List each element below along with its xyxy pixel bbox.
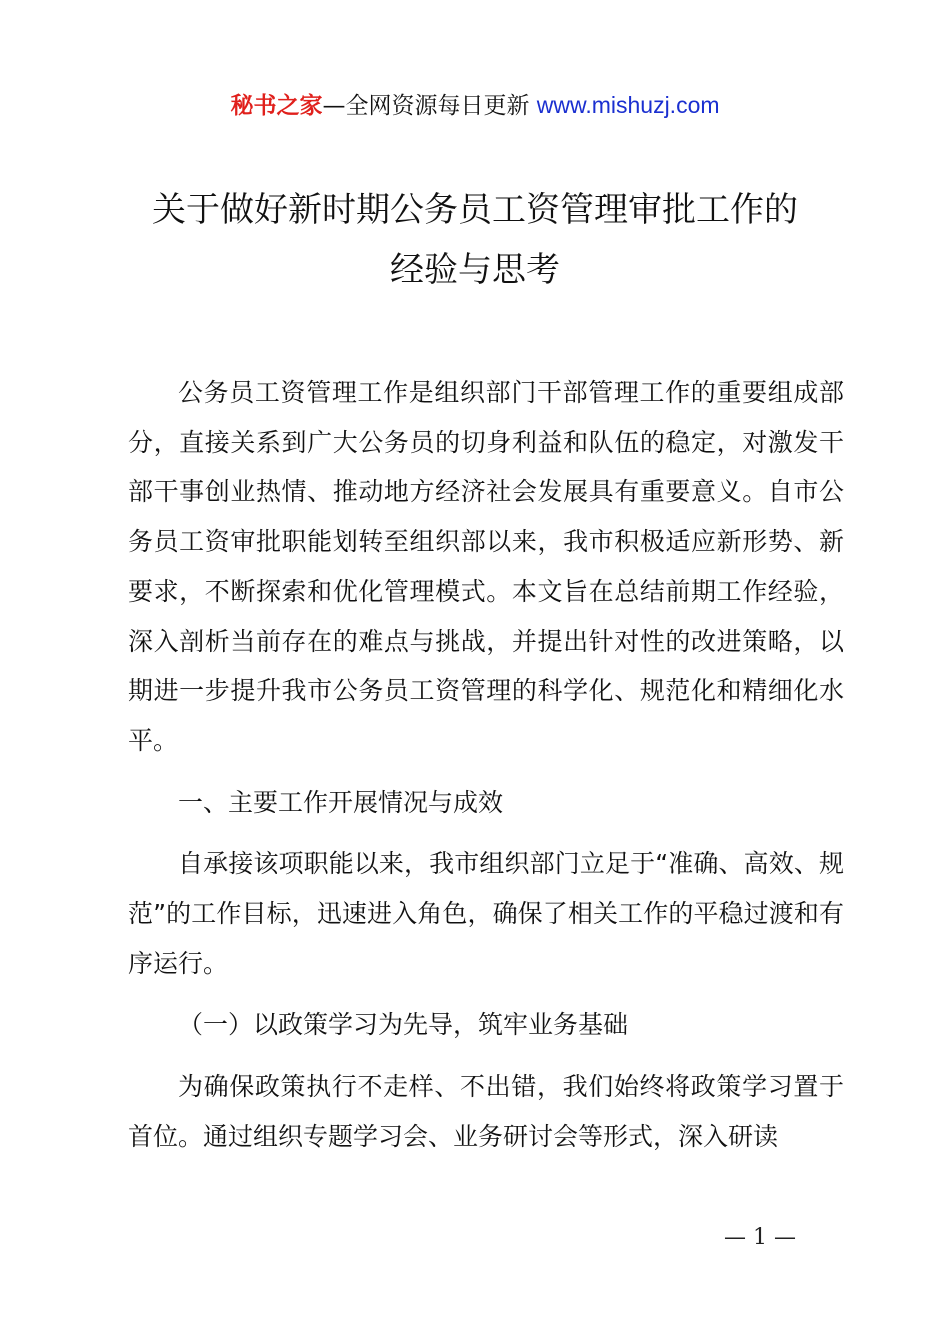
title-line-1: 关于做好新时期公务员工资管理审批工作的: [152, 190, 798, 230]
brand-name: 秘书之家: [230, 93, 323, 119]
page-number: — 1 —: [724, 1225, 796, 1250]
document-body: [128, 368, 844, 1162]
document-title: [0, 180, 950, 300]
site-header: [0, 88, 950, 123]
section-paragraph: 自承接该项职能以来，我市组织部门立足于“准确、高效、规范”的工作目标，迅速进入角色，确保了相关工作的平稳过渡和有序运行。: [128, 849, 844, 978]
site-url-link[interactable]: www.mishuzj.com: [536, 92, 720, 118]
header-tagline: —全网资源每日更新: [322, 93, 530, 119]
subsection-heading: （一）以政策学习为先导，筑牢业务基础: [178, 1010, 629, 1040]
intro-paragraph: 公务员工资管理工作是组织部门干部管理工作的重要组成部分，直接关系到广大公务员的切身利益和队伍的稳定，对激发干部干事创业热情、推动地方经济社会发展具有重要意义。自市公务员工资审批职能划转至组织部以来，我市积极适应新形势、新要求，不断探索和优化管理模式。本文旨在总结前期工作经验，深入剖析当前存在的难点与挑战，并提出针对性的改进策略，以期进一步提升我市公务员工资管理的科学化、规范化和精细化水平。: [128, 378, 844, 755]
section-heading: 一、主要工作开展情况与成效: [178, 787, 504, 817]
subsection-paragraph: 为确保政策执行不走样、不出错，我们始终将政策学习置于首位。通过组织专题学习会、业务研讨会等形式，深入研读: [128, 1072, 844, 1151]
title-line-2: 经验与思考: [390, 250, 560, 290]
